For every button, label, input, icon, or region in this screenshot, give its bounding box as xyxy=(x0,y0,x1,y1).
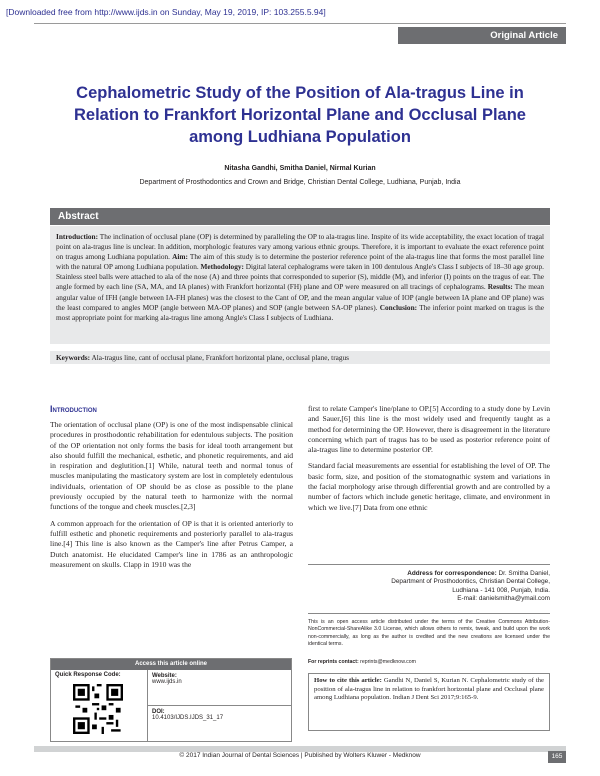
reprints-label: For reprints contact: xyxy=(308,659,359,665)
correspondence-email[interactable]: E-mail: danielsmitha@ymail.com xyxy=(457,595,550,603)
abstract-intro: The inclination of occlusal plane (OP) is determined by paralleling the OP to ala-tragus line. Inspite of its wide acceptability, the exact location of tragal point on ala-tragus line is unclear. In addition, morphologic features vary among various ethnic groups. Therefore, it is important to evaluate the exact reference point on tragus among Ludhiana population. xyxy=(56,232,544,262)
qr-cell xyxy=(51,670,148,741)
keywords xyxy=(50,351,550,364)
abstract-method-label: Methodology: xyxy=(200,262,244,272)
website-cell xyxy=(148,670,291,706)
abstract-body xyxy=(50,226,550,344)
right-column xyxy=(308,404,550,519)
doi-label: DOI: xyxy=(152,709,165,715)
website-label: Website: xyxy=(152,673,177,679)
article-title: Cephalometric Study of the Position of Ala-tragus Line in Relation to Frankfort Horizontal Plane and Occlusal Plane among Ludhiana Population xyxy=(73,84,526,146)
qr-code-icon[interactable] xyxy=(73,684,123,734)
correspondence-label: Address for correspondence: xyxy=(407,570,497,577)
reprints xyxy=(308,659,416,665)
abstract-conclusion: The inferior point marked on tragus is the most appropriate point for marking ala-tragus line among Angle's Class I subjects of Ludhiana. xyxy=(56,302,544,322)
introduction-heading: Introduction xyxy=(50,404,97,414)
footer-text: © 2017 Indian Journal of Dental Sciences | Published by Wolters Kluwer - Medknow xyxy=(179,752,421,759)
abstract-conclusion-label: Conclusion: xyxy=(379,302,418,312)
correspondence-line1: Department of Prosthodontics, Christian Dental College, xyxy=(391,578,550,586)
left-column xyxy=(50,420,293,576)
paragraph: first to relate Camper's line/plane to OP.[5] According to a study done by Levin and Sauer,[6] this line is the most widely used and frequently taught as a method for determining the OP. However, there is disagreement in the literature concerning which part of tragus has to be used as posterior reference point of ala-tragus line to determine posterior OP. xyxy=(308,404,550,455)
top-rule xyxy=(34,23,566,24)
abstract-results-label: Results: xyxy=(487,282,513,292)
abstract-heading: Abstract xyxy=(50,208,550,225)
paragraph: A common approach for the orientation of OP is that it is oriented anteriorly to fulfill esthetic and phonetic requirements and posteriorly parallel to ala-tragus line.[4] This line is also known as the Camper's line after Petrus Camper, a Dutch anatomist. He elucidated Camper's line in 1786 as an anthropologic measurement on skulls. Clapp in 1910 was the xyxy=(50,518,293,569)
authors: Nitasha Gandhi, Smitha Daniel, Nirmal Kurian xyxy=(224,165,376,172)
access-heading: Access this article online xyxy=(51,659,291,670)
abstract-results: The mean angular value of IFH (angle between IA-FH planes) was the closest to the Cant of OP, and the mean angular value of IOP (angle between IA plane and OP plane) was the least compared to angles MOP (angle between MA-OP planes) and SOP (angle between SA-OP planes). xyxy=(56,282,544,312)
cite-label: How to cite this article: xyxy=(314,677,382,684)
license-text: This is an open access article distributed under the terms of the Creative Commons Attribution-NonCommercial-ShareAlike 3.0 License, which allows others to remix, tweak, and build upon the work non-commercially, as long as the author is credited and the new creations are licensed under the identical terms. xyxy=(308,613,550,649)
correspondence xyxy=(308,564,550,604)
affiliation: Department of Prosthodontics and Crown and Bridge, Christian Dental College, Ludhiana, Punjab, India xyxy=(139,179,461,186)
doi-link[interactable]: 10.4103/IJDS.IJDS_31_17 xyxy=(152,715,224,721)
doi-cell xyxy=(148,706,291,741)
download-note: [Downloaded free from http://www.ijds.in on Sunday, May 19, 2019, IP: 103.255.5.94] xyxy=(6,7,326,17)
correspondence-name: Dr. Smitha Daniel, xyxy=(496,570,550,577)
correspondence-line2: Ludhiana - 141 008, Punjab, India. xyxy=(452,586,550,594)
cite-text: Gandhi N, Daniel S, Kurian N. Cephalometric study of the position of ala-tragus line in relation to frankfort horizontal plane and Occlusal plane among Ludhiana population. Indian J Dent Sci 2017;9:165-9. xyxy=(314,677,544,702)
qr-label: Quick Response Code: xyxy=(55,672,121,678)
abstract-method: Digital lateral cephalograms were taken in 100 dentulous Angle's Class I subjects of 18–30 age group. Stainless steel balls were attached to ala of the nose (A) and three points that corresponded to superior (S), middle (M), and inferior (I) points on the tragus of ear. The angle formed by each line (SA, MA, and IA planes) with Frankfort horizontal (FH) plane and OP were measured on all tracings of cephalograms. xyxy=(56,262,544,292)
abstract-aim: The aim of this study is to determine the posterior reference point of the ala-tragus line that forms the most parallel line with the natural OP among Ludhiana population. xyxy=(56,252,544,272)
abstract-intro-label: Introduction: xyxy=(56,232,99,241)
keywords-text: Ala-tragus line, cant of occlusal plane, Frankfort horizontal plane, occlusal plane, tragus xyxy=(90,353,350,362)
reprints-email[interactable]: reprints@medknow.com xyxy=(358,659,416,665)
website-link[interactable]: www.ijds.in xyxy=(152,679,182,685)
paragraph: Standard facial measurements are essential for establishing the level of OP. The basic form, size, and position of the stomatognathic system and variations in the facial morphology arise through differential growth and are controlled by a number of factors which include genetic heritage, climate, and environment in which we live.[7] Data from one ethnic xyxy=(308,461,550,512)
abstract-aim-label: Aim: xyxy=(172,252,188,262)
access-online-box xyxy=(50,658,292,742)
paragraph: The orientation of occlusal plane (OP) is one of the most indispensable clinical procedures in prosthodontic rehabilitation for edentulous subjects. The position of the OP orientation not only forms the basis for ideal tooth arrangement but also should fulfill the mechanical, esthetic, and phonetic requirements, and aid in respiration and deglutition.[1] While, natural teeth and normal tonus of muscles manipulating the masticatory system are lost in completely edentulous individuals, orientation of OP should be as close as possible to the plane previously occupied by the natural teeth to harmonize with the normal functions of the tongue and cheek muscles.[2,3] xyxy=(50,420,293,512)
keywords-label: Keywords: xyxy=(56,353,91,362)
page-number: 165 xyxy=(548,751,566,763)
citation-box xyxy=(308,673,550,731)
article-type-banner: Original Article xyxy=(398,27,566,44)
